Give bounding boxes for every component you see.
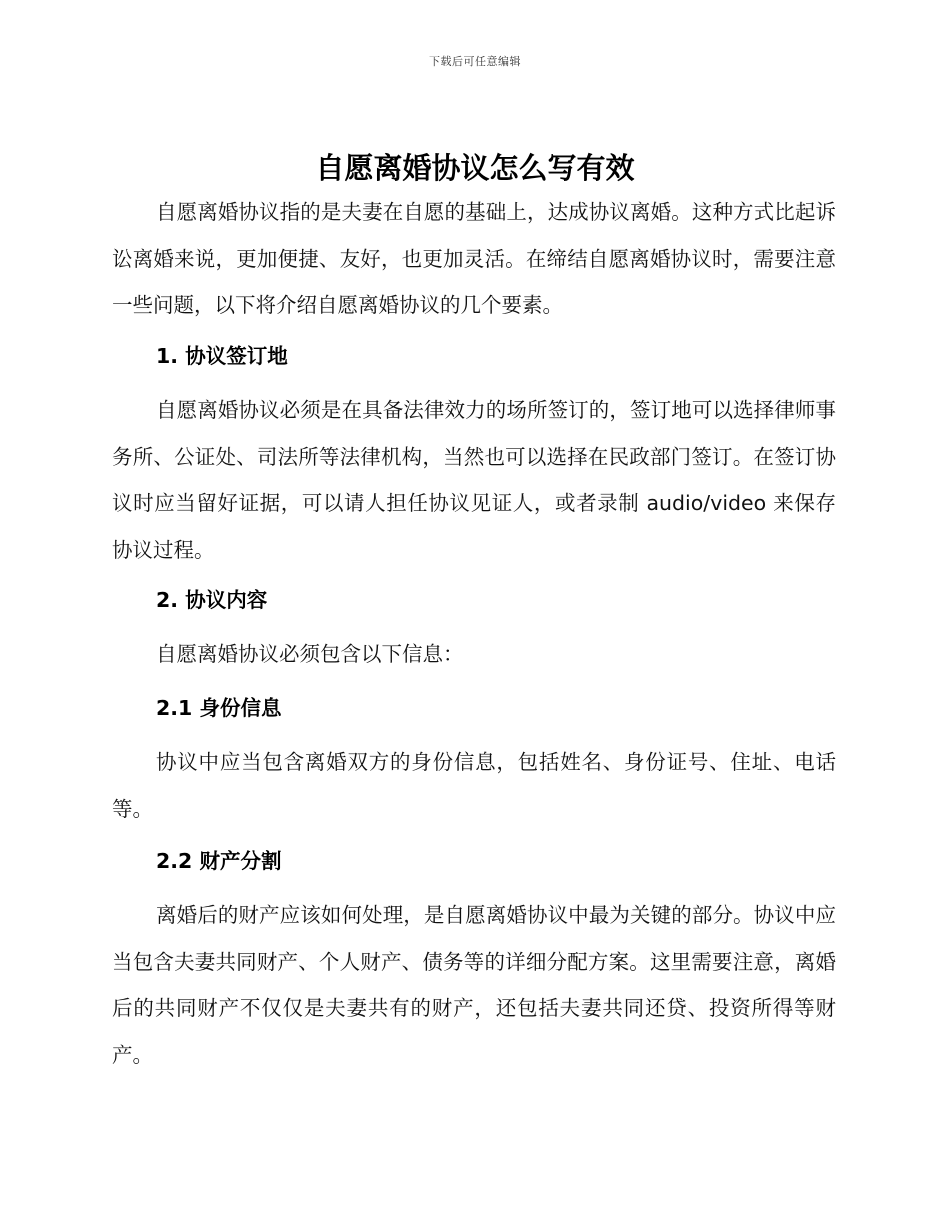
section-body-agreement-content: 自愿离婚协议必须包含以下信息： <box>156 642 464 666</box>
section-heading-agreement-content: 2. 协议内容 <box>156 588 268 612</box>
document-title: 自愿离婚协议怎么写有效 <box>315 151 635 185</box>
section-heading-property-division: 2.2 财产分割 <box>156 849 282 873</box>
intro-paragraph: 自愿离婚协议指的是夫妻在自愿的基础上，达成协议离婚。这种方式比起诉讼离婚来说，更加便捷、友好，也更加灵活。在缔结自愿离婚协议时，需要注意一些问题，以下将介绍自愿离婚协议的几个要素。 <box>112 200 836 317</box>
page-header-note: 下载后可任意编辑 <box>429 55 521 68</box>
section-body-signing-place: 自愿离婚协议必须是在具备法律效力的场所签订的，签订地可以选择律师事务所、公证处、司法所等法律机构，当然也可以选择在民政部门签订。在签订协议时应当留好证据，可以请人担任协议见证人，或者录制 audio/video 来保存协议过程。 <box>112 398 836 562</box>
section-body-property-division: 离婚后的财产应该如何处理，是自愿离婚协议中最为关键的部分。协议中应当包含夫妻共同财产、个人财产、债务等的详细分配方案。这里需要注意，离婚后的共同财产不仅仅是夫妻共有的财产，还包括夫妻共同还贷、投资所得等财产。 <box>112 903 836 1067</box>
section-body-identity-info: 协议中应当包含离婚双方的身份信息，包括姓名、身份证号、住址、电话等。 <box>112 750 836 821</box>
section-heading-signing-place: 1. 协议签订地 <box>156 344 288 368</box>
section-heading-identity-info: 2.1 身份信息 <box>156 696 282 720</box>
